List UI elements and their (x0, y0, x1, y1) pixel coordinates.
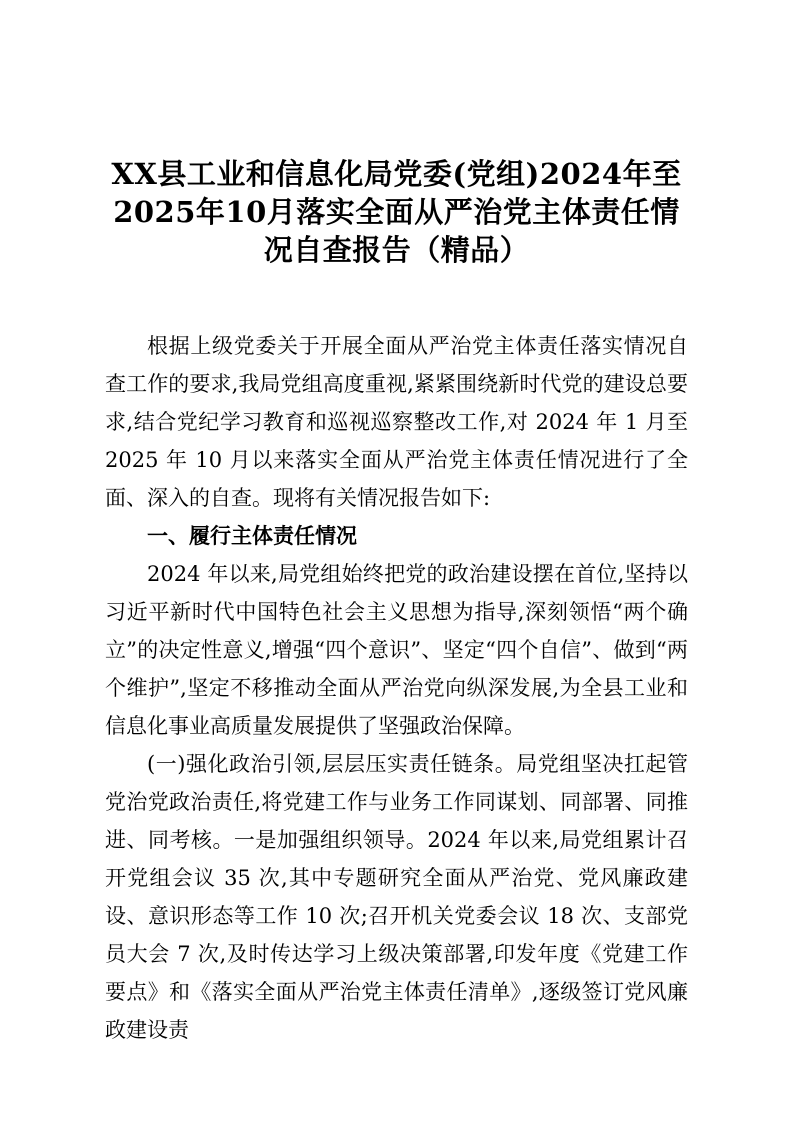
section-heading-1: 一、履行主体责任情况 (147, 524, 357, 548)
body-paragraph-responsibility-chain: (一)强化政治引领,层层压实责任链条。局党组坚决扛起管党治党政治责任,将党建工作与业务工作同谋划、同部署、同推进、同考核。一是加强组织领导。2024 年以来,局党组累计召开党组会议 35 次,其中专题研究全面从严治党、党风廉政建设、意识形态等工作 10 次;召开机关党委会议 18 次、支部党员大会 7 次,及时传达学习上级决策部署,印发年度《党建工作要点》和《落实全面从严治党主体责任清单》,逐级签订党风廉政建设责 (105, 752, 688, 1042)
document-body (105, 327, 688, 1049)
body-paragraph-intro: 根据上级党委关于开展全面从严治党主体责任落实情况自查工作的要求,我局党组高度重视,紧紧围绕新时代党的建设总要求,结合党纪学习教育和巡视巡察整改工作,对 2024 年 1 月至 2025 年 10 月以来落实全面从严治党主体责任情况进行了全面、深入的自查。现将有关情况报告如下: (105, 334, 688, 510)
body-paragraph-political-construction: 2024 年以来,局党组始终把党的政治建设摆在首位,坚持以习近平新时代中国特色社会主义思想为指导,深刻领悟“两个确立”的决定性意义,增强“四个意识”、坚定“四个自信”、做到“两个维护”,坚定不移推动全面从严治党向纵深发展,为全县工业和信息化事业高质量发展提供了坚强政治保障。 (105, 562, 688, 738)
document-title: XX县工业和信息化局党委(党组)2024年至2025年10月落实全面从严治党主体责任情况自查报告（精品） (111, 157, 682, 267)
